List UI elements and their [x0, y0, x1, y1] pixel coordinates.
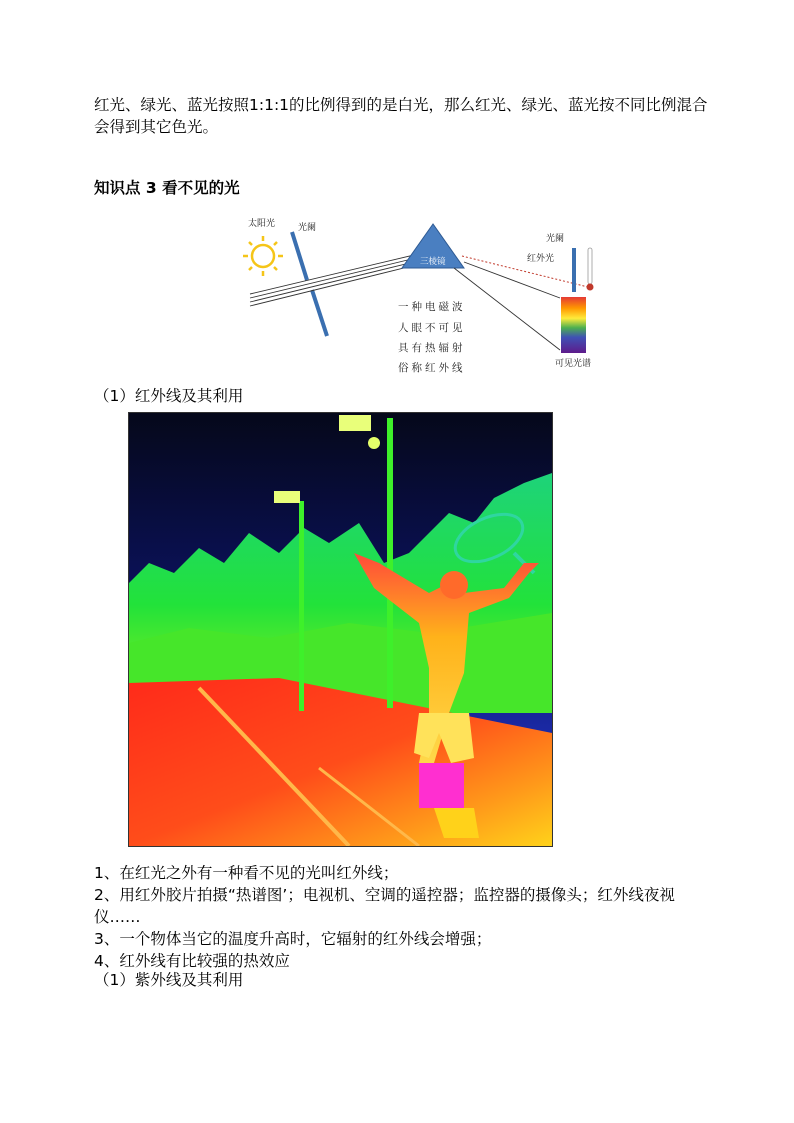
left-slit-lower: [312, 290, 327, 336]
diagram-note-1: 一种电磁波: [398, 301, 466, 313]
spectrum-label: 可见光谱: [555, 359, 592, 369]
infrared-tennis-photo: [128, 412, 553, 847]
infrared-facts-list: [94, 862, 710, 972]
visible-ray-bottom: [454, 268, 560, 350]
right-slit-label: 光阑: [546, 234, 565, 244]
list-item: 4、红外线有比较强的热效应: [94, 952, 290, 970]
sun-label: 太阳光: [248, 219, 276, 229]
thermometer-icon: [587, 248, 594, 291]
left-slit-upper: [292, 232, 307, 280]
intro-paragraph: 红光、绿光、蓝光按照1:1:1的比例得到的是白光，那么红光、绿光、蓝光按不同比例混合会得到其它色光。: [94, 96, 708, 136]
list-item: 2、用红外胶片拍摄“热谱图’；电视机、空调的遥控器；监控器的摄像头；红外线夜视仪……: [94, 886, 675, 926]
sun-icon: [243, 236, 283, 276]
diagram-note-4: 俗称红外线: [398, 362, 466, 374]
infrared-dispersion-diagram: [230, 212, 610, 376]
diagram-note-2: 人眼不可见: [398, 322, 466, 334]
list-item: 3、一个物体当它的温度升高时，它辐射的红外线会增强；: [94, 930, 492, 948]
visible-spectrum-bar: [561, 297, 586, 353]
list-item: 1、在红光之外有一种看不见的光叫红外线；: [94, 864, 399, 882]
infrared-ray: [462, 256, 588, 287]
incoming-rays: [250, 254, 424, 306]
infrared-label: 红外光: [527, 254, 555, 264]
left-slit-label: 光阑: [298, 223, 317, 233]
diagram-note-3: 具有热辐射: [398, 342, 466, 354]
subsection-infrared: （1）红外线及其利用: [94, 387, 244, 405]
visible-ray-top: [464, 262, 560, 298]
section-heading: 知识点 3 看不见的光: [94, 179, 240, 197]
prism-label: 三棱镜: [420, 257, 446, 267]
subsection-ultraviolet: （1）紫外线及其利用: [94, 971, 244, 989]
